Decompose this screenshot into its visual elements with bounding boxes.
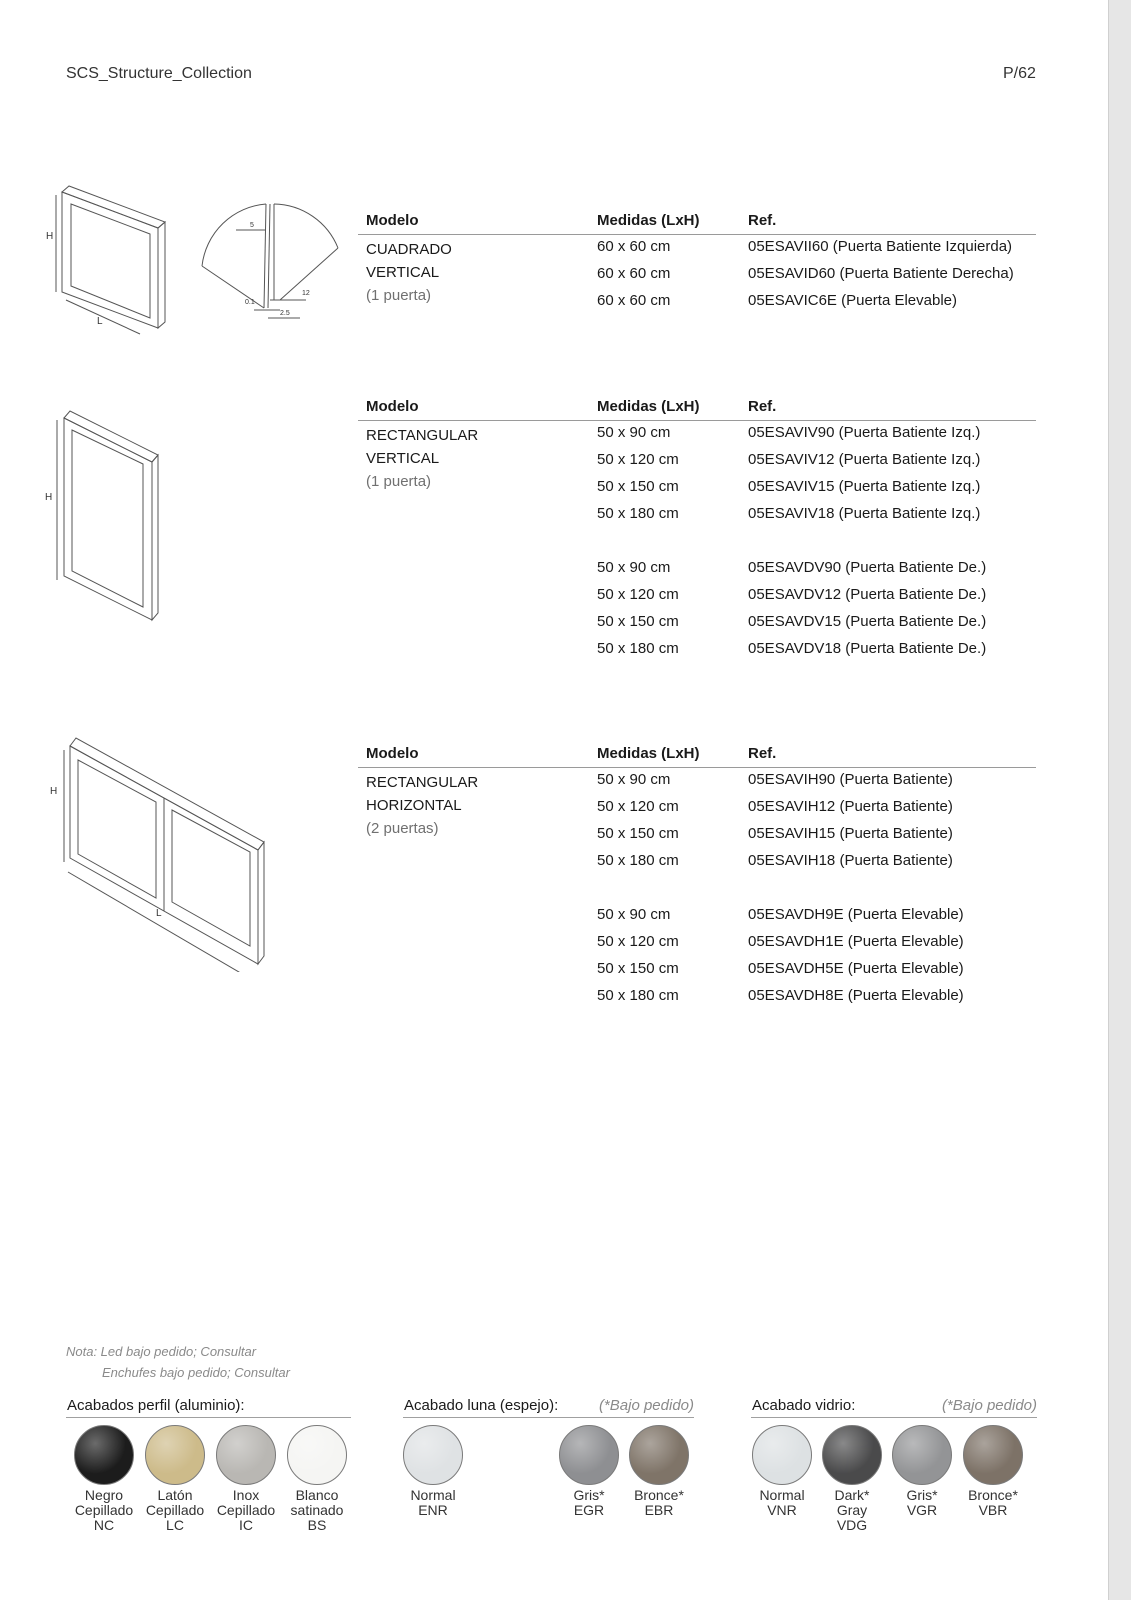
table-row: 50 x 90 cm 05ESAVIH90 (Puerta Batiente)	[597, 771, 953, 788]
table-row: 50 x 90 cm 05ESAVIV90 (Puerta Batiente Izq.)	[597, 424, 981, 441]
height-label: H	[46, 231, 54, 242]
swatch-label: Bronce* VBR	[968, 1487, 1018, 1518]
swatch-label: Normal VNR	[759, 1487, 805, 1518]
column-model: Modelo	[366, 212, 419, 229]
swatch-label: Blanco satinado BS	[290, 1487, 344, 1533]
swatch-label: Latón Cepillado LC	[145, 1487, 205, 1533]
swatch-glass-vgr	[892, 1425, 952, 1485]
column-ref: Ref.	[748, 212, 777, 229]
model-name: RECTANGULAR VERTICAL (1 puerta)	[366, 427, 479, 490]
table-row: 50 x 180 cm 05ESAVIV18 (Puerta Batiente Izq.)	[597, 505, 981, 522]
height-label: H	[45, 492, 53, 503]
table-row: 50 x 120 cm 05ESAVDV12 (Puerta Batiente De.)	[597, 586, 987, 603]
table-row: 60 x 60 cm 05ESAVID60 (Puerta Batiente Derecha)	[597, 265, 1014, 282]
page-number: P/62	[1003, 65, 1036, 82]
swatch-glass-vbr	[963, 1425, 1023, 1485]
table-row: 50 x 120 cm 05ESAVDH1E (Puerta Elevable)	[597, 933, 964, 950]
table-row: 50 x 180 cm 05ESAVIH18 (Puerta Batiente)	[597, 852, 953, 869]
table-row: 50 x 150 cm 05ESAVDH5E (Puerta Elevable)	[597, 960, 964, 977]
table-row: 50 x 120 cm 05ESAVIV12 (Puerta Batiente Izq.)	[597, 451, 981, 468]
notes	[66, 1341, 290, 1383]
swatch-mirror-enr	[403, 1425, 463, 1485]
swatch-glass-vdg	[822, 1425, 882, 1485]
table-row: 50 x 150 cm 05ESAVIH15 (Puerta Batiente)	[597, 825, 953, 842]
table-row: 50 x 150 cm 05ESAVIV15 (Puerta Batiente Izq.)	[597, 478, 981, 495]
dimension-label: 5	[250, 222, 254, 229]
swatch-profile-ic	[216, 1425, 276, 1485]
dimension-label: 12	[302, 290, 310, 297]
table-row: 50 x 90 cm 05ESAVDH9E (Puerta Elevable)	[597, 906, 964, 923]
swatch-profile-nc	[74, 1425, 134, 1485]
table-row: 50 x 120 cm 05ESAVIH12 (Puerta Batiente)	[597, 798, 953, 815]
dimension-label: 2.5	[280, 310, 290, 317]
hinge-detail-drawing	[196, 196, 346, 326]
swatch-label: Bronce* EBR	[634, 1487, 684, 1518]
table-header: Modelo Medidas (LxH) Ref.	[358, 743, 1036, 768]
table-row: 50 x 150 cm 05ESAVDV15 (Puerta Batiente De.)	[597, 613, 987, 630]
model-name: RECTANGULAR HORIZONTAL (2 puertas)	[366, 774, 479, 837]
table-header: Modelo Medidas (LxH) Ref.	[358, 396, 1036, 421]
swatch-label: Negro Cepillado NC	[74, 1487, 134, 1533]
swatch-label: Gris* VGR	[906, 1487, 938, 1518]
swatch-label: Gris* EGR	[573, 1487, 605, 1518]
vertical-cabinet-drawing	[42, 402, 172, 627]
page-edge	[1109, 0, 1131, 1600]
mirror-finishes-header: Acabado luna (espejo): (*Bajo pedido)	[403, 1395, 694, 1418]
swatch-label: Dark* Gray VDG	[834, 1487, 870, 1533]
swatch-mirror-ebr	[629, 1425, 689, 1485]
note-sockets: Enchufes bajo pedido; Consultar	[102, 1365, 290, 1380]
table-row: 50 x 180 cm 05ESAVDH8E (Puerta Elevable)	[597, 987, 964, 1004]
length-label: L	[97, 316, 103, 327]
glass-finishes-header: Acabado vidrio: (*Bajo pedido)	[751, 1395, 1037, 1418]
spec-table-cuadrado	[358, 210, 1036, 309]
dimension-label: 0.1	[245, 299, 255, 306]
table-header	[358, 210, 1036, 235]
collection-title: SCS_Structure_Collection	[66, 65, 252, 82]
swatch-label: Inox Cepillado IC	[216, 1487, 276, 1533]
square-cabinet-drawing	[44, 180, 174, 340]
table-row: 60 x 60 cm 05ESAVIC6E (Puerta Elevable)	[597, 292, 957, 309]
spec-table-rect-vertical	[358, 396, 1036, 657]
spec-table-rect-horizontal	[358, 743, 1036, 1004]
swatch-profile-lc	[145, 1425, 205, 1485]
table-row: 50 x 90 cm 05ESAVDV90 (Puerta Batiente De.)	[597, 559, 987, 576]
swatch-profile-bs	[287, 1425, 347, 1485]
table-row: 50 x 180 cm 05ESAVDV18 (Puerta Batiente De.)	[597, 640, 987, 657]
column-size: Medidas (LxH)	[597, 212, 700, 229]
swatch-glass-vnr	[752, 1425, 812, 1485]
model-name: CUADRADO VERTICAL (1 puerta)	[366, 241, 452, 304]
height-label: H	[50, 786, 58, 797]
table-row: 60 x 60 cm 05ESAVII60 (Puerta Batiente Izquierda)	[597, 238, 1013, 255]
note-led: Nota: Led bajo pedido; Consultar	[66, 1344, 257, 1359]
horizontal-cabinet-drawing	[44, 732, 294, 972]
swatch-label: Normal ENR	[410, 1487, 456, 1518]
swatch-mirror-egr	[559, 1425, 619, 1485]
profile-finishes-header: Acabados perfil (aluminio):	[66, 1395, 351, 1418]
length-label: L	[156, 908, 162, 919]
